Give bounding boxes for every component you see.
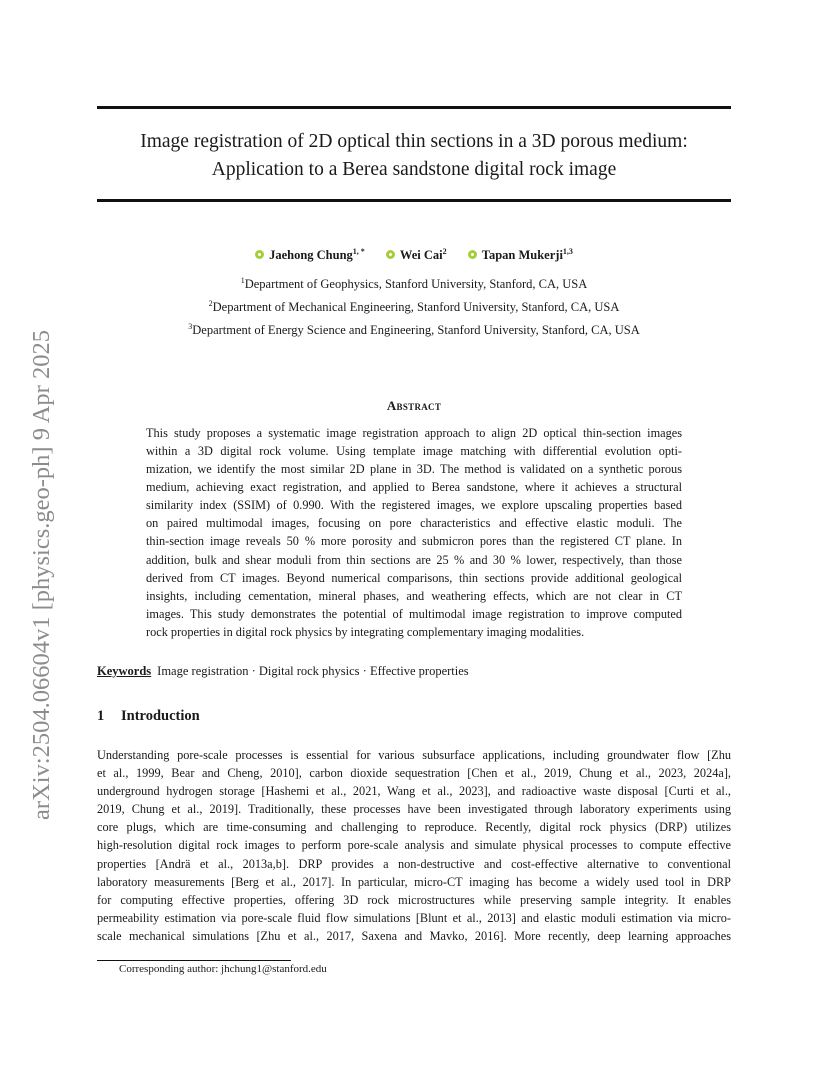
author-3[interactable]: [468, 248, 573, 263]
body-line: core plugs, which are time-consuming and challenging to reproduce. Recently, digital rock physics (DRP) utilizes: [97, 820, 731, 835]
title-bottom-rule: [97, 199, 731, 202]
title-top-rule: [97, 106, 731, 109]
abstract-body: [146, 424, 682, 641]
affiliation-text: Department of Geophysics, Stanford University, Stanford, CA, USA: [244, 277, 588, 291]
abstract-line: derived from CT images. Beyond numerical comparisons, thin sections provide additional geological: [146, 570, 682, 585]
section-heading: [97, 708, 200, 725]
body-line: Understanding pore-scale processes is essential for various subsurface applications, including groundwater flow [Zhu: [97, 748, 731, 762]
author-name: Wei Cai: [399, 248, 443, 262]
abstract-line: insights, including cementation, mineral phases, and weathering effects, which are not clear in CT: [146, 588, 682, 603]
abstract-line: within a 3D digital rock volume. Using template image matching with differential evolution opti-: [146, 444, 682, 459]
affiliation-1: [97, 277, 731, 292]
footnote: Corresponding author: jhchung1@stanford.edu: [119, 963, 327, 975]
abstract-line: medium, achieving exact registration, and applied to Berea sandstone, where it achieves a structural: [146, 480, 682, 495]
author-name: Jaehong Chung: [269, 248, 353, 262]
footnote-rule: [97, 960, 291, 961]
author-list: [97, 248, 731, 263]
orcid-icon[interactable]: [386, 250, 395, 259]
affiliation-3: [97, 323, 731, 338]
orcid-icon[interactable]: [468, 250, 477, 259]
body-line: properties [Andrä et al., 2013a,b]. DRP provides a non-destructive and cost-effective alternative to conventional: [97, 856, 731, 871]
body-line: permeability estimation via pore-scale fluid flow simulations [Blunt et al., 2013] and elastic moduli estimation via micro-: [97, 910, 731, 925]
keywords-text: Image registration · Digital rock physics · Effective properties: [157, 664, 469, 678]
section-number: 1: [97, 708, 105, 724]
body-line: 2019, Chung et al., 2019]. Traditionally, these processes have been investigated through laboratory experiments using: [97, 802, 731, 817]
abstract-line: similarity index (SSIM) of 0.990. With the registered images, we explore upscaling properties based: [146, 498, 682, 513]
abstract-line: mization, we identify the most similar 2D plane in 3D. The method is validated on a synthetic porous: [146, 462, 682, 477]
abstract-heading: Abstract: [386, 398, 442, 413]
abstract-line: This study proposes a systematic image registration approach to align 2D optical thin-section images: [146, 426, 682, 440]
affiliation-marker: 2: [208, 298, 213, 308]
author-1[interactable]: [255, 248, 365, 263]
arxiv-stamp: arXiv:2504.06604v1 [physics.geo-ph] 9 Apr 2025: [28, 330, 55, 820]
author-affil-marker: 1, *: [352, 246, 365, 256]
affiliation-text: Department of Mechanical Engineering, Stanford University, Stanford, CA, USA: [212, 300, 620, 314]
affiliation-marker: 1: [240, 275, 245, 285]
abstract-line: thin-section image reveals 50 % more porosity and submicron pores than the registered CT plane. In: [146, 534, 682, 549]
keywords-label: Keywords: [97, 664, 152, 678]
author-affil-marker: 1,3: [562, 246, 573, 256]
orcid-icon[interactable]: [255, 250, 264, 259]
affiliation-marker: 3: [188, 321, 193, 331]
body-line: high-resolution digital rock images to perform pore-scale analysis and simulate physical processes to compute effective: [97, 838, 731, 853]
paper-title: [97, 128, 731, 184]
section-title: Introduction: [121, 708, 200, 724]
abstract-line: on paired multimodal images, focusing on pore characteristics and effective elastic moduli. The: [146, 516, 682, 531]
abstract-line: rock properties in digital rock physics by integrating complementary imaging modalities.: [146, 624, 585, 639]
author-affil-marker: 2: [442, 246, 447, 256]
abstract-line: addition, bulk and shear moduli from thin sections are 25 % and 30 % lower, respectively, than those: [146, 552, 682, 567]
body-line: laboratory measurements [Berg et al., 2017]. In particular, micro-CT imaging has become a widely used tool in DRP: [97, 874, 731, 889]
affiliation-text: Department of Energy Science and Engineering, Stanford University, Stanford, CA, USA: [192, 323, 640, 337]
body-line: scale mechanical simulations [Zhu et al., 2017, Saxena and Mavko, 2016]. More recently, deep learning approaches: [97, 928, 731, 943]
body-line: underground hydrogen storage [Hashemi et al., 2021, Wang et al., 2023], and radioactive waste disposal [Curti et al.,: [97, 784, 731, 799]
abstract-line: images. This study demonstrates the potential of multimodal image registration to improve computed: [146, 606, 682, 621]
body-line: et al., 1999, Bear and Cheng, 2010], carbon dioxide sequestration [Chen et al., 2019, Chung et al., 2023, 2024a],: [97, 766, 731, 781]
title-line-1: Image registration of 2D optical thin sections in a 3D porous medium:: [140, 131, 688, 152]
author-2[interactable]: [386, 248, 447, 263]
affiliation-2: [97, 300, 731, 315]
introduction-body: [97, 746, 731, 945]
keywords: [97, 664, 469, 679]
title-line-2: Application to a Berea sandstone digital rock image: [211, 159, 617, 180]
author-name: Tapan Mukerji: [481, 248, 563, 262]
body-line: for computing effective properties, offering 3D rock microstructures while preserving sample integrity. It enables: [97, 892, 731, 907]
